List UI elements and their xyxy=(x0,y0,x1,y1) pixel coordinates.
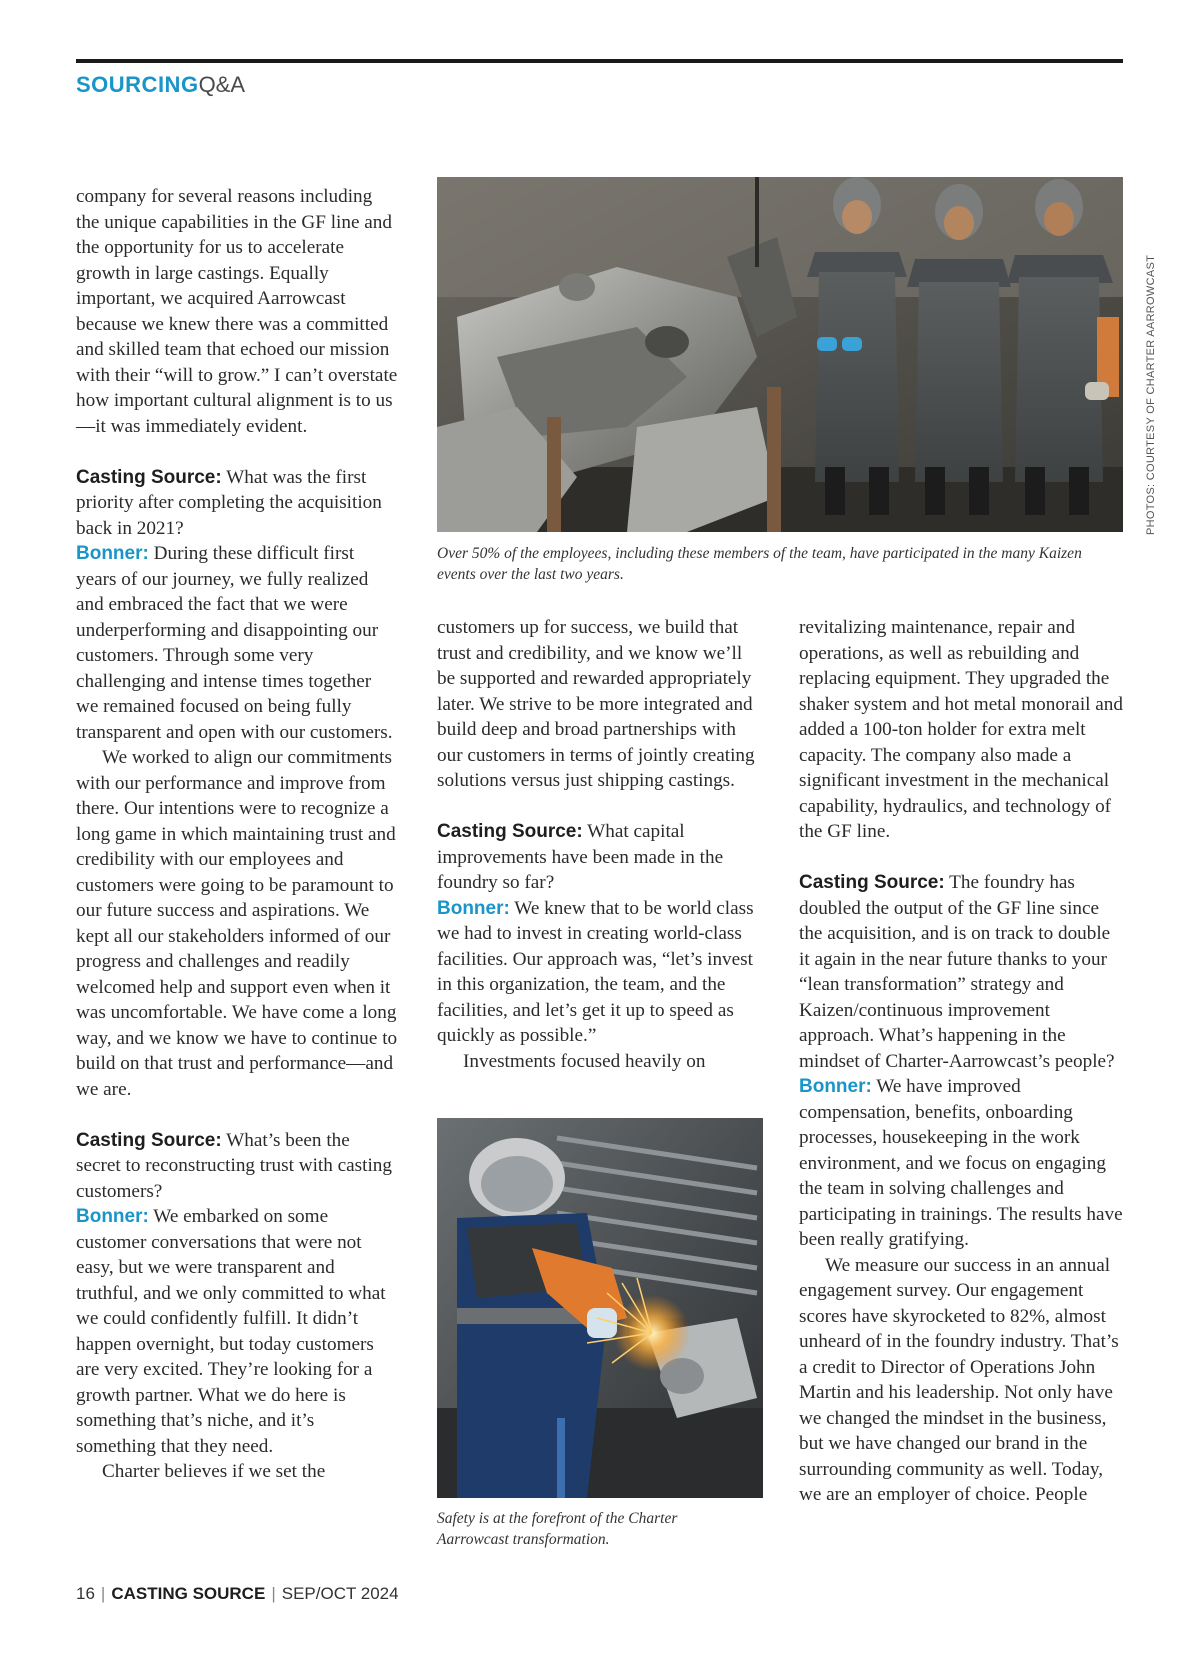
question-text: What was the first priority after completing the acquisition back in 2021? xyxy=(76,466,382,539)
article-column-3 xyxy=(799,615,1123,1508)
article-column-2 xyxy=(437,615,759,1074)
footer-divider: | xyxy=(271,1584,276,1603)
interviewee-label: Bonner: xyxy=(76,543,149,564)
interviewee-label: Bonner: xyxy=(76,1206,149,1227)
answer xyxy=(76,541,398,745)
answer xyxy=(437,896,759,1049)
answer-text: We knew that to be world class we had to invest in creating world-class facilities. Our approach was, “let’s invest in this organization, the team, and the facilities, and let’s get it up to speed as quickly as possible.” xyxy=(437,897,754,1046)
question-text: What capital improvements have been made in the foundry so far? xyxy=(437,821,724,893)
question xyxy=(76,465,398,542)
interviewer-label: Casting Source: xyxy=(76,466,222,488)
paragraph: We measure our success in an annual engagement survey. Our engagement scores have skyrocketed to 82%, almost unheard of in the foundry industry. That’s a credit to Director of Operations John Martin and his leadership. Not only have we changed the mindset in the business, but we have changed our brand in the surrounding community as well. Today, we are an employer of choice. People xyxy=(799,1254,1119,1505)
interviewer-label: Casting Source: xyxy=(799,872,945,893)
section-label-bold: SOURCING xyxy=(76,72,199,97)
interviewer-label: Casting Source: xyxy=(437,821,583,842)
question xyxy=(799,870,1123,1074)
paragraph: Charter believes if we set the xyxy=(102,1461,326,1482)
publication-name: CASTING SOURCE xyxy=(111,1584,266,1603)
answer-text: During these difficult first years of our journey, we fully realized and embraced the fact that we were underperforming and disappointing our customers. Through some very challenging and intense times together we remained focused on being fully transparent and open with our customers. xyxy=(76,543,393,743)
team-photo xyxy=(437,177,1123,532)
question xyxy=(437,819,759,896)
article-column-1 xyxy=(76,184,398,1485)
answer-text: We have improved compensation, benefits, onboarding processes, housekeeping in the work environment, and we focus on engaging the team in solving challenges and participating in trainings. The results have been really gratifying. xyxy=(799,1076,1123,1250)
team-photo-image xyxy=(437,177,1123,532)
team-photo-caption: Over 50% of the employees, including these members of the team, have participated in the many Kaizen events over the last two years. xyxy=(437,545,1082,583)
header-rule xyxy=(76,59,1123,63)
photo-credit xyxy=(1131,254,1157,535)
paragraph: customers up for success, we build that trust and credibility, and we know we’ll be supported and rewarded appropriately later. We strive to be more integrated and build deep and broad partnerships with our customers in terms of jointly creating solutions versus just shipping castings. xyxy=(437,617,755,791)
section-label xyxy=(76,72,245,98)
paragraph: revitalizing maintenance, repair and operations, as well as rebuilding and replacing equipment. They upgraded the shaker system and hot metal monorail and added a 100-ton holder for extra melt capacity. The company also made a significant investment in the mechanical capability, hydraulics, and technology of the GF line. xyxy=(799,617,1123,842)
interviewee-label: Bonner: xyxy=(437,897,510,919)
paragraph: We worked to align our commitments with our performance and improve from there. Our intentions were to recognize a long game in which maintaining trust and credibility with our employees and customers were going to be paramount to our future success and aspirations. We kept all our stakeholders informed of our progress and challenges and readily welcomed help and support even when it was uncomfortable. We have come a long way, and we know we have to continue to build on that trust and performance—and we are. xyxy=(76,747,398,1100)
question-text: The foundry has doubled the output of the GF line since the acquisition, and is on track to double it again in the near future thanks to your “lean transformation” strategy and Kaizen/continuous improvement approach. What’s happening in the mindset of Charter-Aarrowcast’s people? xyxy=(799,872,1115,1072)
answer-text: We embarked on some customer conversations that were not easy, but we were transparent and truthful, and we only committed to what we could confidently fulfill. It didn’t happen overnight, but today customers are very excited. They’re looking for a growth partner. What we do here is something that’s niche, and it’s something that they need. xyxy=(76,1206,386,1457)
paragraph: company for several reasons including the unique capabilities in the GF line and the opportunity for us to accelerate growth in large castings. Equally important, we acquired Aarrowcast because we knew there was a committed and skilled team that echoed our mission with their “will to grow.” I can’t overstate how important cultural alignment is to us—it was immediately evident. xyxy=(76,186,398,437)
question-text: What’s been the secret to reconstructing trust with casting customers? xyxy=(76,1129,392,1202)
paragraph: Investments focused heavily on xyxy=(463,1050,706,1072)
page-footer xyxy=(76,1584,399,1604)
photo-credit-text: PHOTOS: COURTESY OF CHARTER AARROWCAST xyxy=(1145,254,1157,535)
grinding-photo-image xyxy=(437,1118,763,1498)
grinding-photo-caption: Safety is at the forefront of the Charter Aarrowcast transformation. xyxy=(437,1510,678,1548)
footer-divider: | xyxy=(100,1584,106,1603)
answer xyxy=(799,1074,1123,1253)
section-label-light: Q&A xyxy=(198,72,246,97)
question xyxy=(76,1128,398,1205)
interviewer-label: Casting Source: xyxy=(76,1129,222,1151)
answer xyxy=(76,1204,398,1459)
page-number: 16 xyxy=(76,1584,95,1603)
grinding-photo xyxy=(437,1118,763,1498)
issue-date: SEP/OCT 2024 xyxy=(281,1584,399,1603)
interviewee-label: Bonner: xyxy=(799,1076,872,1097)
